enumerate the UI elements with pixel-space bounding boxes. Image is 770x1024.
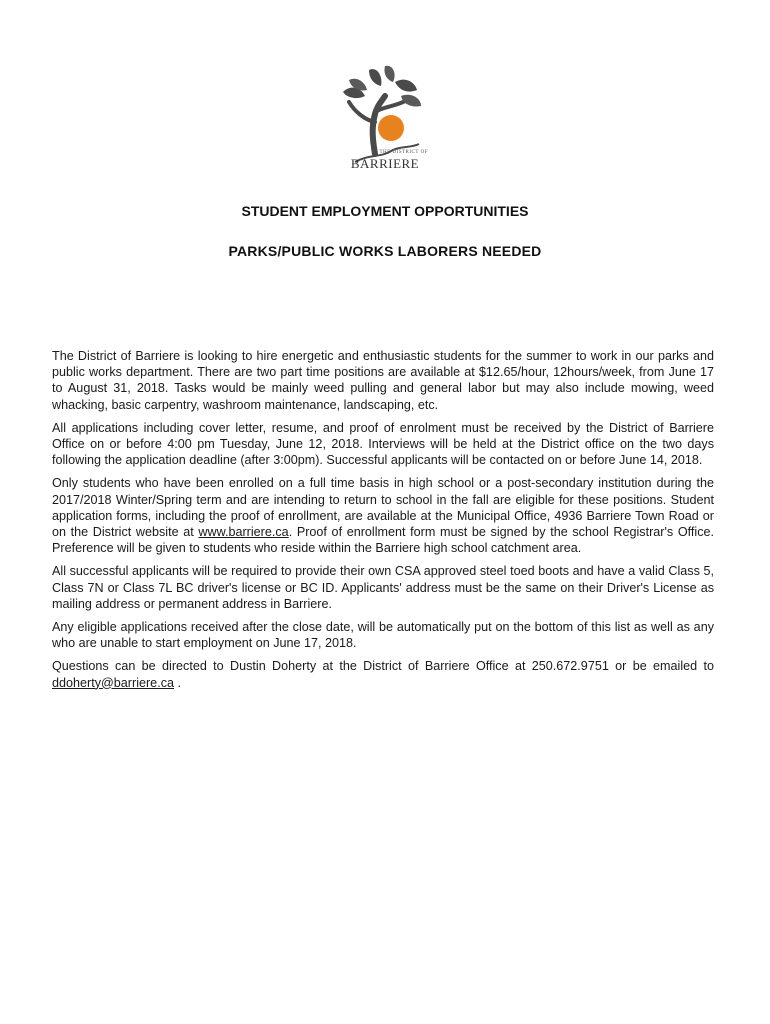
paragraph-late-applications: Any eligible applications received after the close date, will be automatically put on the bottom of this list as well as any who are unable to start employment on June 17, 2018. <box>52 620 714 651</box>
contact-text: Questions can be directed to Dustin Doherty at the District of Barriere Office at 250.672.9751 or be emailed to <box>52 659 714 674</box>
logo-subtext: THE DISTRICT OF <box>379 150 428 155</box>
logo-name: BARRIERE <box>350 156 420 171</box>
eligibility-text: Only students who have been enrolled on a full time basis in high school or a post-secondary institution during the 2017/2018 Winter/Spring term and are intending to return to school in the fall are eligible for these positions. Student application forms, including the proof of enrollment, are available at the Municipal Office, 4936 Barriere Town Road or on the District website at <box>52 476 714 540</box>
sun-icon <box>378 115 404 141</box>
website-link[interactable]: www.barriere.ca <box>198 525 289 540</box>
page-title: STUDENT EMPLOYMENT OPPORTUNITIES <box>241 203 529 219</box>
document-body <box>52 348 714 698</box>
paragraph-eligibility <box>52 475 714 556</box>
paragraph-intro: The District of Barriere is looking to hire energetic and enthusiastic students for the summer to work in our parks and public works department. There are two part time positions are available at $12.65/hour, 12hours/week, from June 17 to August 31, 2018. Tasks would be mainly weed pulling and general labor but may also include mowing, weed whacking, basic carpentry, washroom maintenance, landscaping, etc. <box>52 349 714 412</box>
email-link[interactable]: ddoherty@barriere.ca <box>52 675 174 690</box>
paragraph-requirements: All successful applicants will be required to provide their own CSA approved steel toed boots and have a valid Class 5, Class 7N or Class 7L BC driver's license or BC ID. Applicants' address must be the same on their Driver's License as mailing address or permanent address in Barriere. <box>52 564 714 611</box>
eligibility-text-end: . Proof of enrollment form must be signed by the school Registrar's Office. Preference will be given to students who reside within the Barriere high school catchment area. <box>52 525 714 556</box>
paragraph-applications: All applications including cover letter, resume, and proof of enrolment must be received by the District of Barriere Office on or before 4:00 pm Tuesday, June 12, 2018. Interviews will be held at the District office on the two days following the application deadline (after 3:00pm). Successful applicants will be contacted on or before June 14, 2018. <box>52 420 714 468</box>
paragraph-contact <box>52 658 714 690</box>
contact-text-end: . <box>174 675 181 690</box>
page-subtitle: PARKS/PUBLIC WORKS LABORERS NEEDED <box>228 243 542 259</box>
